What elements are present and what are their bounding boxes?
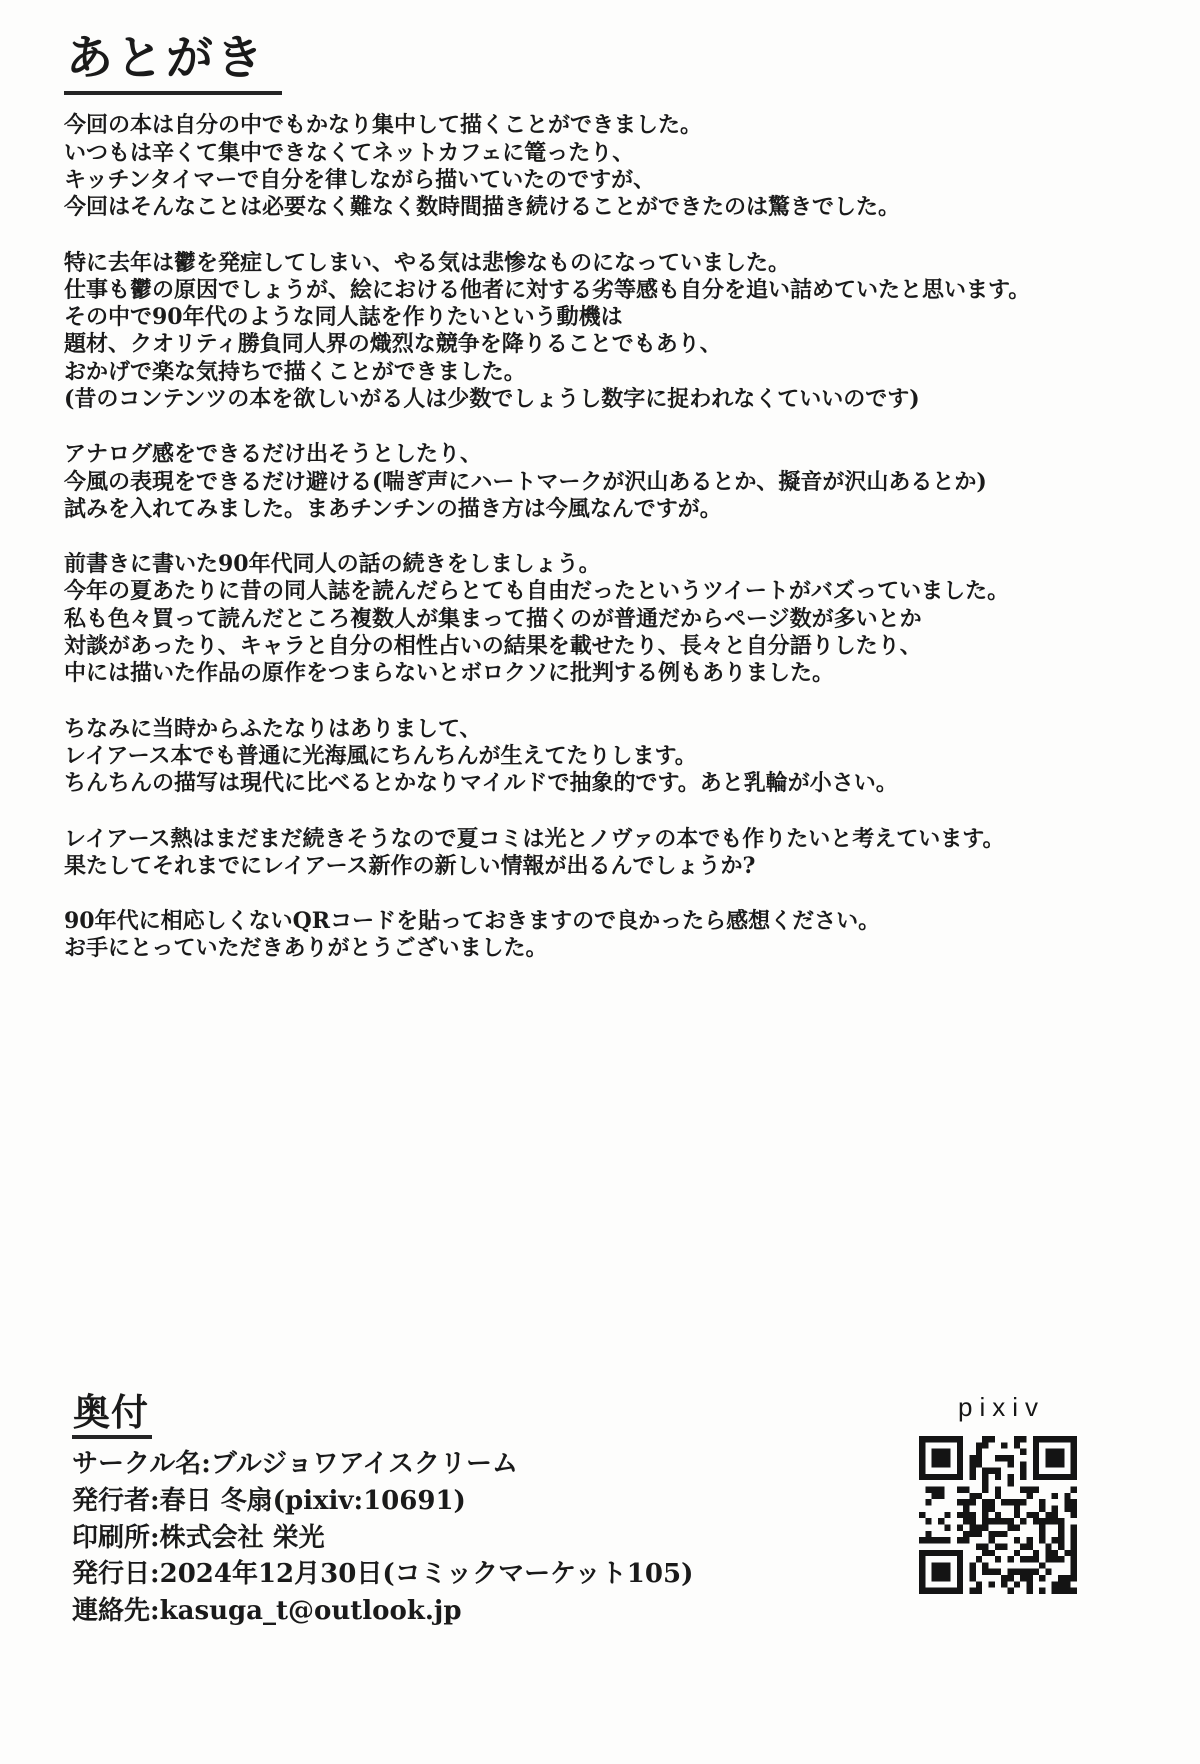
text-line: いつもは辛くて集中できなくてネットカフェに篭ったり、	[64, 139, 635, 166]
afterword-section	[64, 30, 1150, 963]
text-line: 中には描いた作品の原作をつまらないとボロクソに批判する例もありました。	[64, 660, 835, 687]
colophon-entry: 発行者:春日 冬扇(pixiv:10691)	[72, 1485, 466, 1516]
paragraph	[64, 112, 1150, 221]
text-line: その中で90年代のような同人誌を作りたいという動機は	[64, 304, 623, 331]
text-line: 仕事も鬱の原因でしょうが、絵における他者に対する劣等感も自分を追い詰めていたと思います。	[64, 276, 1031, 303]
pixiv-label: pixiv	[957, 1392, 1045, 1422]
afterword-body	[64, 112, 1150, 962]
colophon-entries	[72, 1446, 693, 1629]
text-line: キッチンタイマーで自分を律しながら描いていたのですが、	[64, 166, 656, 193]
text-line: レイアース熱はまだまだ続きそうなので夏コミは光とノヴァの本でも作りたいと考えています。	[64, 825, 1005, 852]
paragraph	[64, 551, 1150, 687]
text-line: 今年の夏あたりに昔の同人誌を読んだらとても自由だったというツイートがバズっていました。	[64, 578, 1010, 605]
colophon-title: 奥付	[72, 1390, 152, 1439]
text-line: (昔のコンテンツの本を欲しいがる人は少数でしょうし数字に捉われなくていいのです)	[64, 386, 920, 412]
text-line: 90年代に相応しくないQRコードを貼っておきますので良かったら感想ください。	[64, 908, 881, 935]
paragraph	[64, 441, 1150, 523]
text-line: 試みを入れてみました。まあチンチンの描き方は今風なんですが。	[64, 495, 722, 522]
qr-block	[903, 1392, 1093, 1594]
colophon-entry: 印刷所:株式会社 栄光	[72, 1522, 325, 1553]
text-line: ちなみに当時からふたなりはありまして、	[64, 715, 482, 742]
colophon-entry: 連絡先:kasuga_t@outlook.jp	[72, 1595, 462, 1626]
text-line: 今風の表現をできるだけ避ける(喘ぎ声にハートマークが沢山あるとか、擬音が沢山あるとか)	[64, 468, 987, 495]
colophon-entry: サークル名:ブルジョワアイスクリーム	[72, 1449, 519, 1480]
text-line: アナログ感をできるだけ出そうとしたり、	[64, 441, 483, 468]
text-line: 対談があったり、キャラと自分の相性占いの結果を載せたり、長々と自分語りしたり、	[64, 633, 922, 660]
qr-code	[919, 1436, 1077, 1594]
paragraph	[64, 250, 1150, 414]
text-line: お手にとっていただきありがとうございました。	[64, 935, 548, 962]
text-line: ちんちんの描写は現代に比べるとかなりマイルドで抽象的です。あと乳輪が小さい。	[64, 770, 898, 797]
text-line: 特に去年は鬱を発症してしまい、やる気は悲惨なものになっていました。	[64, 249, 791, 276]
text-line: おかげで楽な気持ちで描くことができました。	[64, 358, 526, 385]
text-line: 前書きに書いた90年代同人の話の続きをしましょう。	[64, 551, 601, 578]
text-line: 私も色々買って読んだところ複数人が集まって描くのが普通だからページ数が多いとか	[64, 605, 922, 632]
paragraph	[64, 716, 1150, 798]
text-line: 題材、クオリティ勝負同人界の熾烈な競争を降りることでもあり、	[64, 331, 722, 358]
paragraph	[64, 908, 1150, 963]
text-line: 今回の本は自分の中でもかなり集中して描くことができました。	[64, 112, 703, 139]
colophon-section	[72, 1390, 693, 1629]
text-line: 今回はそんなことは必要なく難なく数時間描き続けることができたのは驚きでした。	[64, 194, 901, 221]
paragraph	[64, 826, 1150, 881]
text-line: レイアース本でも普通に光海風にちんちんが生えてたりします。	[64, 742, 697, 769]
text-line: 果たしてそれまでにレイアース新作の新しい情報が出るんでしょうか?	[64, 852, 756, 879]
afterword-title: あとがき	[64, 30, 282, 95]
colophon-entry: 発行日:2024年12月30日(コミックマーケット105)	[72, 1559, 694, 1590]
